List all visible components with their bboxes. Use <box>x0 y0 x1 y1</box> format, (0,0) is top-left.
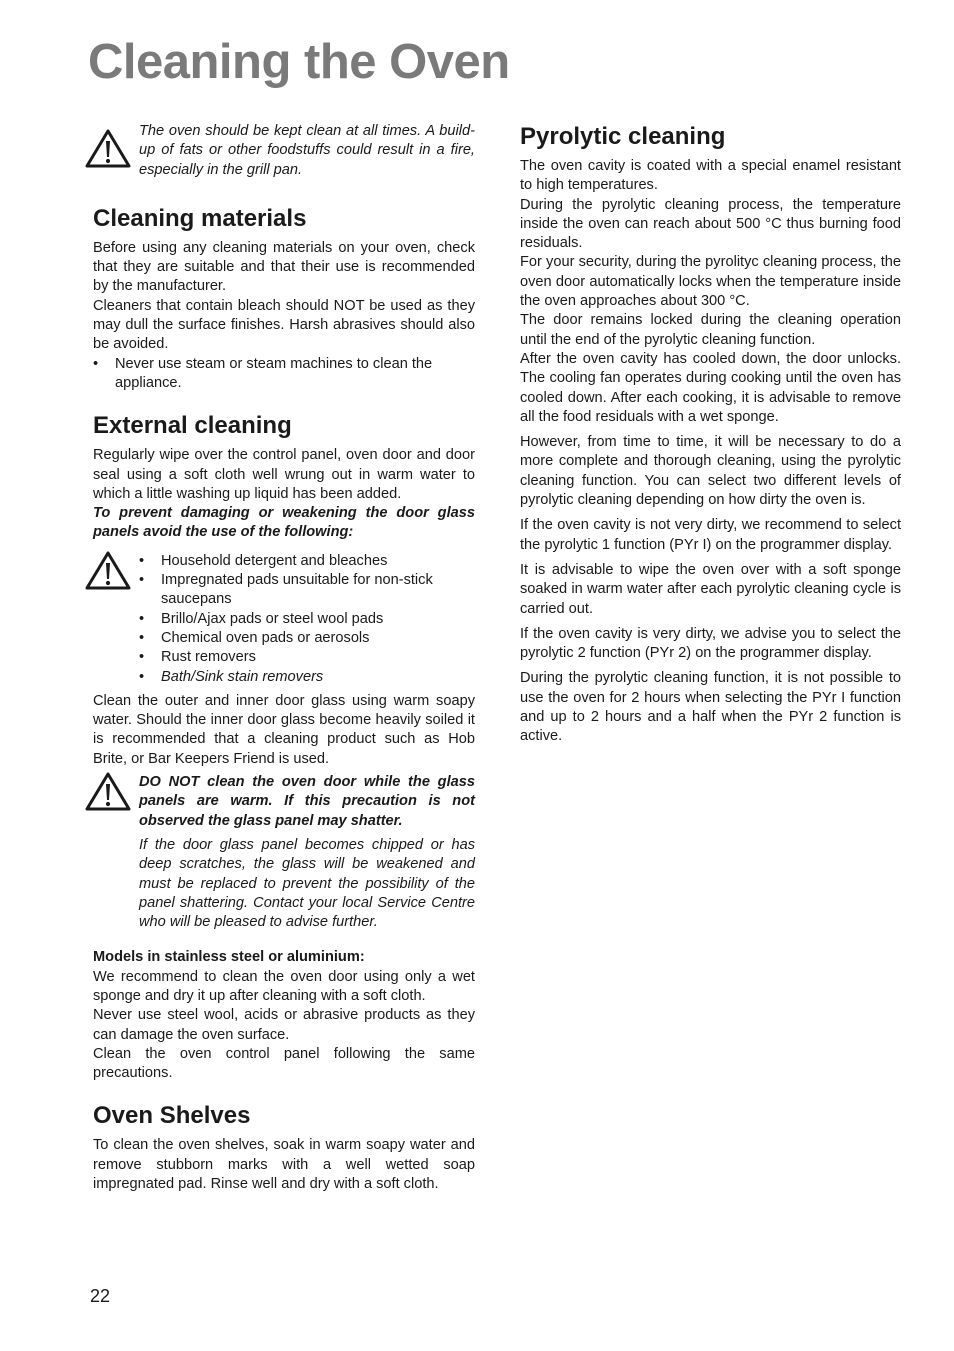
heading-oven-shelves: Oven Shelves <box>93 1102 251 1130</box>
page-title: Cleaning the Oven <box>88 35 510 89</box>
list-item: • Household detergent and bleaches <box>139 552 388 569</box>
list-item: • Chemical oven pads or aerosols <box>139 629 370 646</box>
warning-triangle-icon <box>85 128 131 168</box>
external-cleaning-p2: Clean the outer and inner door glass using warm soapy water. Should the inner door glass become heavily soiled it is recommended that a cleaning product such as Hob Brite, or Bar Keepers Friend is used. <box>93 692 475 767</box>
models-heading: Models in stainless steel or aluminium: <box>93 949 365 966</box>
avoid-list <box>139 552 475 687</box>
pyrolytic-p7: If the oven cavity is not very dirty, we recommend to select the pyrolytic 1 function (PYr I) on the programmer display. <box>520 517 901 553</box>
list-item: • Brillo/Ajax pads or steel wool pads <box>139 610 384 627</box>
list-item: • Rust removers <box>139 649 256 666</box>
models-p1: We recommend to clean the oven door using only a wet sponge and dry it up after cleaning with a soft cloth. <box>93 968 475 1004</box>
pyrolytic-p3: For your security, during the pyrolityc cleaning process, the oven door automatically locks when the temperature inside the oven approaches about 300 °C. <box>520 254 901 310</box>
cleaning-materials-list <box>93 355 475 394</box>
models-p3: Clean the oven control panel following the same precautions. <box>93 1045 475 1082</box>
intro-warning <box>93 122 475 180</box>
cleaning-materials-p1: Before using any cleaning materials on your oven, check that they are suitable and that their use is recommended by the manufacturer. <box>93 239 475 295</box>
right-column <box>520 122 901 747</box>
external-cleaning-p1: Regularly wipe over the control panel, oven door and door seal using a soft cloth well wrung out in warm water to which a little washing up liquid has been added. <box>93 447 475 502</box>
intro-warning-text: The oven should be kept clean at all times. A build-up of fats or other foodstuffs could result in a fire, especially in the grill pan. <box>139 123 475 178</box>
door-glass-warning-bold: DO NOT clean the oven door while the glass panels are warm. If this precaution is not observed the glass panel may shatter. <box>139 774 475 829</box>
pyrolytic-p6: However, from time to time, it will be necessary to do a more complete and thorough cleaning, using the pyrolytic cleaning function. You can select two different levels of pyrolytic cleaning depending on how dirty the oven is. <box>520 434 901 509</box>
cleaning-materials-p2: Cleaners that contain bleach should NOT be used as they may dull the surface finishes. Harsh abrasives should also be avoided. <box>93 297 475 353</box>
pyrolytic-p5: After the oven cavity has cooled down, the door unlocks. The cooling fan operates during cooking until the oven has cooled down. After each cooking, it is advisable to remove all the food residuals with a wet sponge. <box>520 350 901 425</box>
left-column <box>93 122 475 1194</box>
page-number: 22 <box>90 1286 111 1306</box>
heading-pyrolytic-cleaning: Pyrolytic cleaning <box>520 123 726 150</box>
heading-cleaning-materials: Cleaning materials <box>93 204 307 232</box>
warning-triangle-icon <box>85 771 131 811</box>
oven-shelves-p1: To clean the oven shelves, soak in warm soapy water and remove stubborn marks with a well wetted soap impregnated pad. Rinse well and dry with a soft cloth. <box>93 1137 475 1193</box>
door-glass-warning <box>93 773 475 932</box>
pyrolytic-p1: The oven cavity is coated with a special enamel resistant to high temperatures. <box>520 158 901 194</box>
pyrolytic-p9: If the oven cavity is very dirty, we advise you to select the pyrolytic 2 function (PYr 2) on the programmer display. <box>520 625 901 662</box>
pyrolytic-p8: It is advisable to wipe the oven over with a soft sponge soaked in warm water after each pyrolytic cleaning cycle is carried out. <box>520 561 901 617</box>
list-item: • Never use steam or steam machines to clean the appliance. <box>93 355 433 391</box>
pyrolytic-p4: The door remains locked during the cleaning operation until the end of the pyrolytic cleaning function. <box>520 312 901 348</box>
list-item: • Bath/Sink stain removers <box>139 668 324 685</box>
heading-external-cleaning: External cleaning <box>93 412 292 440</box>
list-item: • Impregnated pads unsuitable for non-stick saucepans <box>139 572 433 608</box>
avoid-warning <box>93 552 475 687</box>
warning-triangle-icon <box>85 550 131 590</box>
avoid-heading: To prevent damaging or weakening the door glass panels avoid the use of the following: <box>93 505 475 541</box>
models-p2: Never use steel wool, acids or abrasive products as they can damage the oven surface. <box>93 1007 475 1043</box>
pyrolytic-p10: During the pyrolytic cleaning function, it is not possible to use the oven for 2 hours when selecting the PYr I function and up to 2 hours and a half when the PYr 2 function is active. <box>520 670 901 745</box>
door-glass-warning-italic: If the door glass panel becomes chipped or has deep scratches, the glass will be weakened and must be replaced to prevent the possibility of the panel shattering. Contact your local Service Centre who will be pleased to advise further. <box>139 836 475 931</box>
pyrolytic-p2: During the pyrolytic cleaning process, the temperature inside the oven can reach about 500 °C thus burning food residuals. <box>520 196 901 252</box>
